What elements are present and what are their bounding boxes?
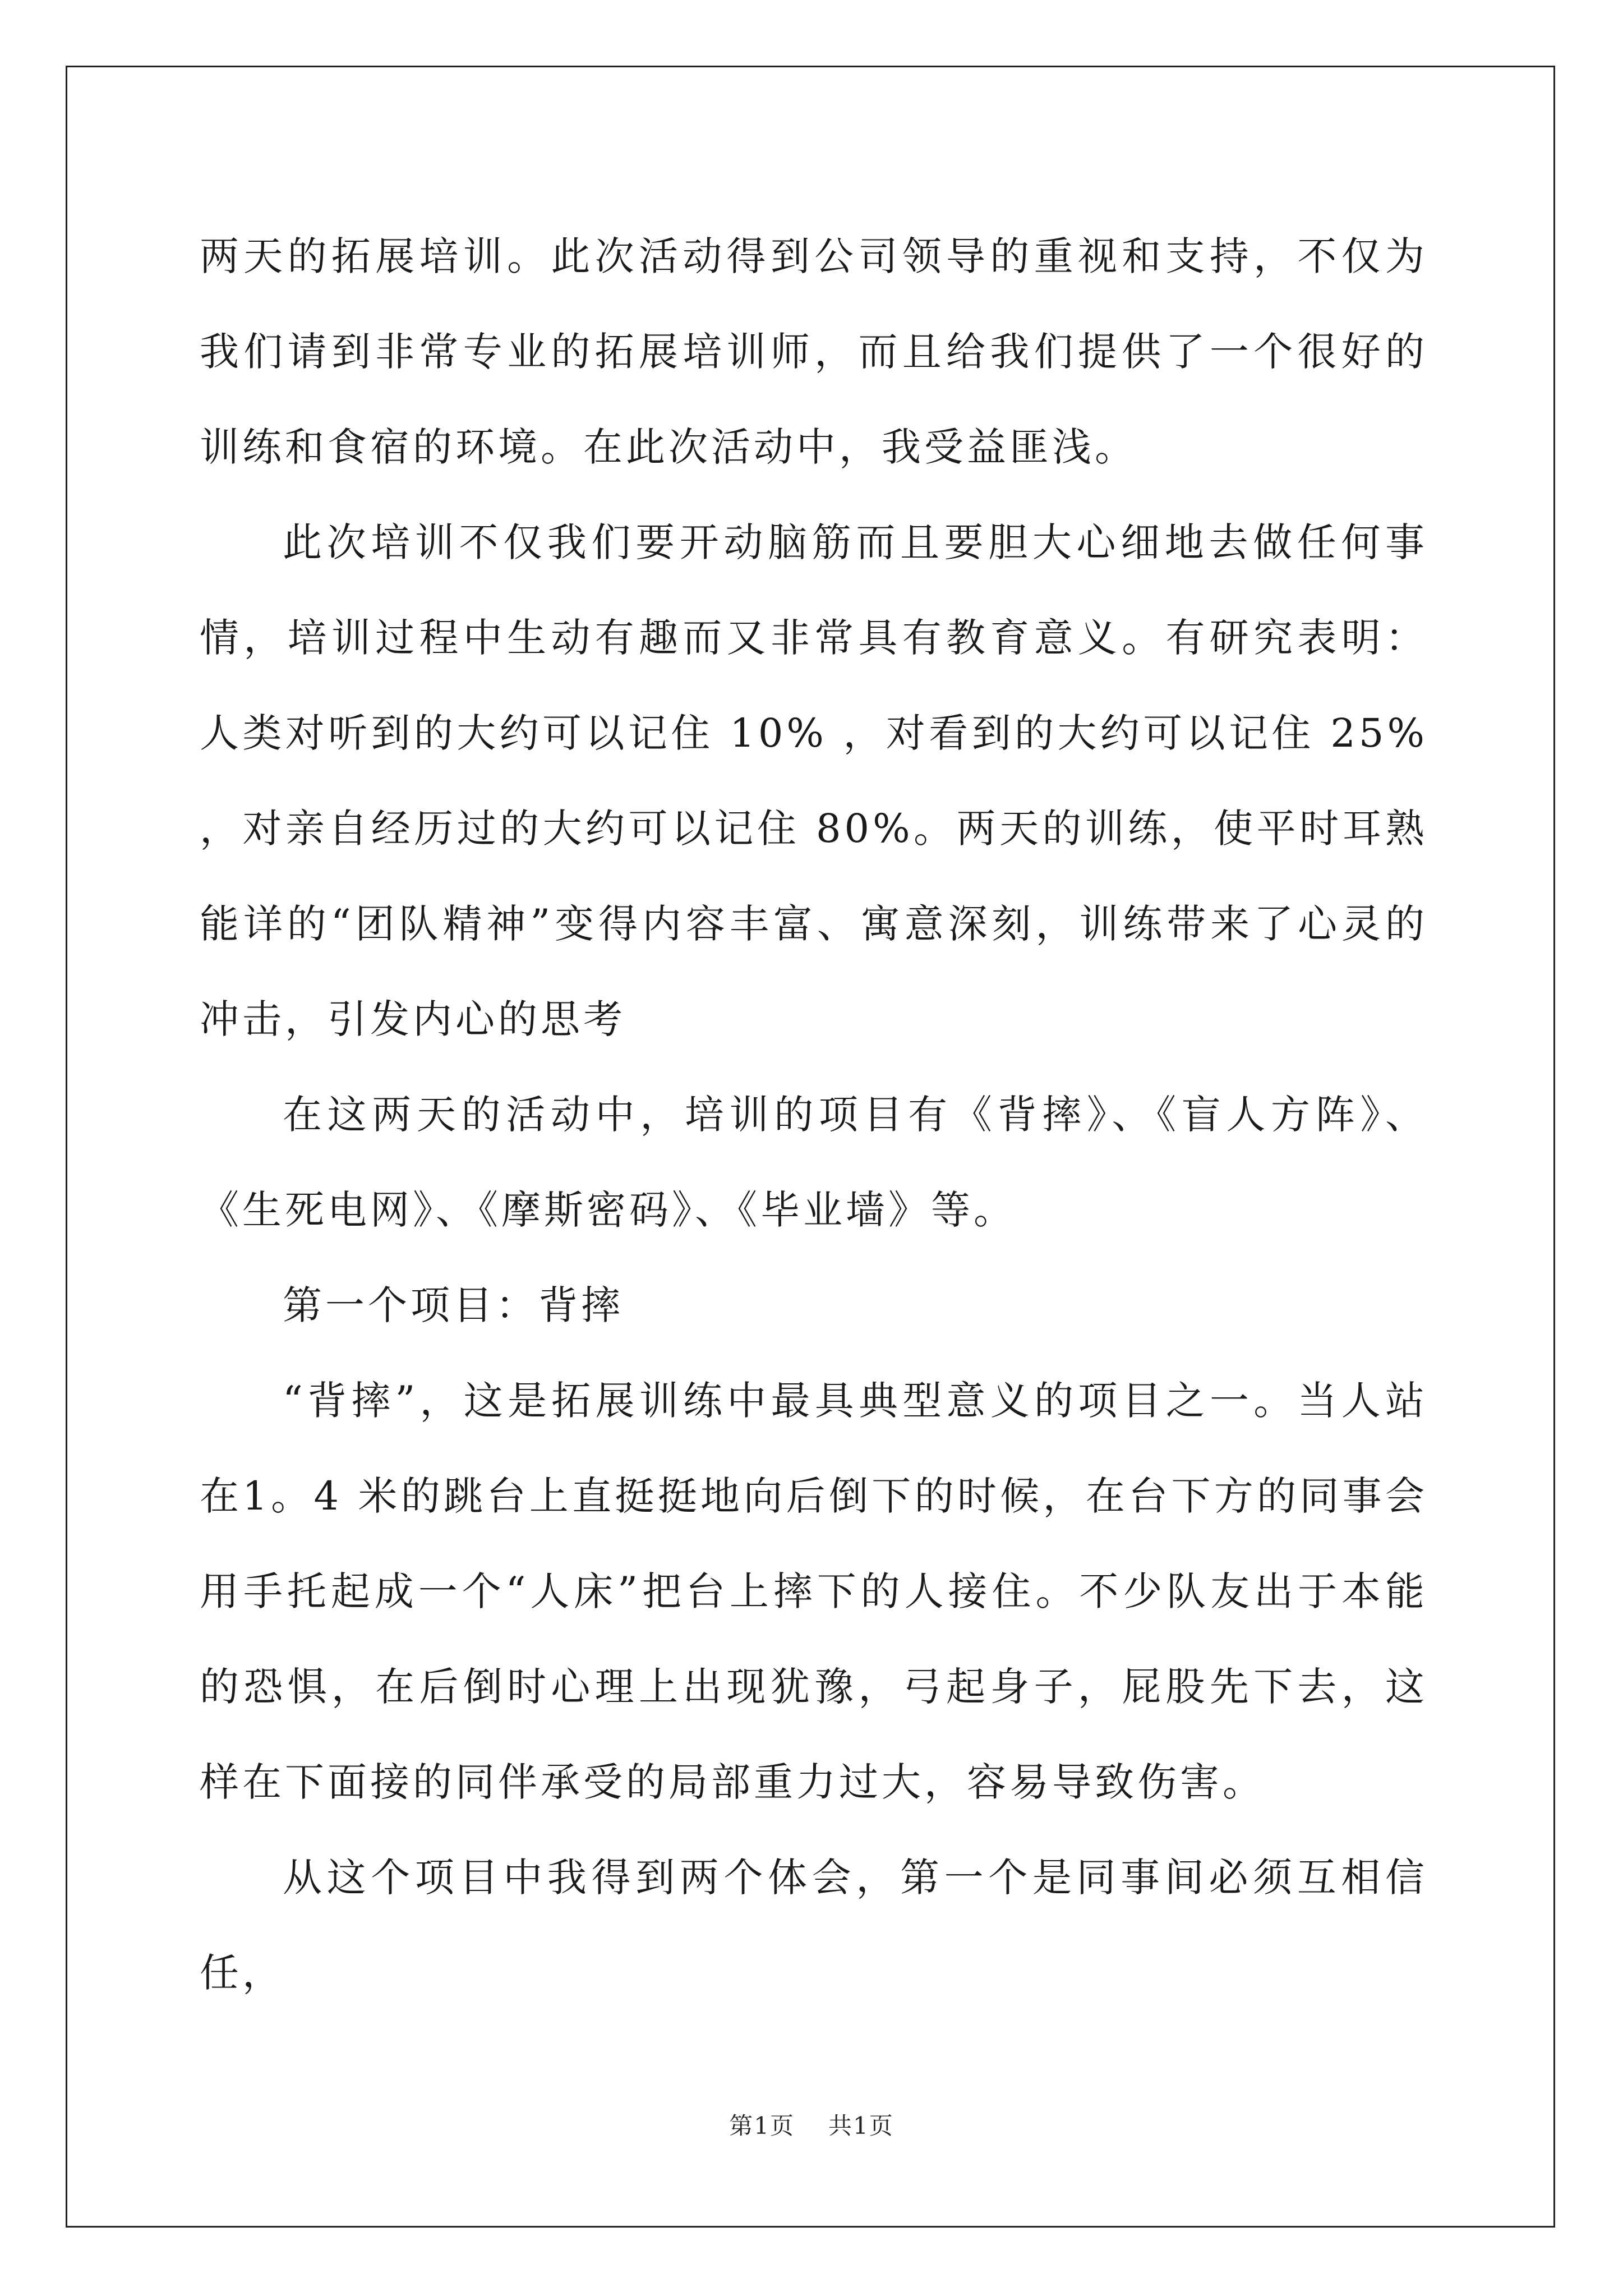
page-footer [0,2109,1623,2143]
paragraph-5: 从这个项目中我得到两个体会，第一个是同事间必须互相信任， [200,1855,1428,1996]
page-number: 第1页 [729,2112,795,2139]
paragraph-4: “背摔”，这是拓展训练中最具典型意义的项目之一。当人站在1。4 米的跳台上直挺挺地向后倒下的时候，在台下方的同事会用手托起成一个“人床”把台上摔下的人接住。不少队友出于本能的恐惧，在后倒时心理上出现犹豫，弓起身子，屁股先下去，这样在下面接的同伴承受的局部重力过大，容易导致伤害。 [200,1378,1428,1805]
paragraph-3: 在这两天的活动中，培训的项目有《背摔》、《盲人方阵》、《生死电网》、《摩斯密码》、《毕业墙》等。 [200,1092,1428,1233]
section-heading: 第一个项目：背摔 [283,1282,624,1328]
page-total: 共1页 [828,2112,894,2139]
paragraph-1: 两天的拓展培训。此次活动得到公司领导的重视和支持，不仅为我们请到非常专业的拓展培训师，而且给我们提供了一个很好的训练和食宿的环境。在此次活动中，我受益匪浅。 [200,233,1428,470]
document-body [200,209,1428,2021]
paragraph-2: 此次培训不仅我们要开动脑筋而且要胆大心细地去做任何事情，培训过程中生动有趣而又非常具有教育意义。有研究表明：人类对听到的大约可以记住 10% ，对看到的大约可以记住 25% ，对亲自经历过的大约可以记住 80%。两天的训练，使平时耳熟能详的“团队精神”变得内容丰富、寓意深刻，训练带来了心灵的冲击，引发内心的思考 [200,519,1428,1042]
